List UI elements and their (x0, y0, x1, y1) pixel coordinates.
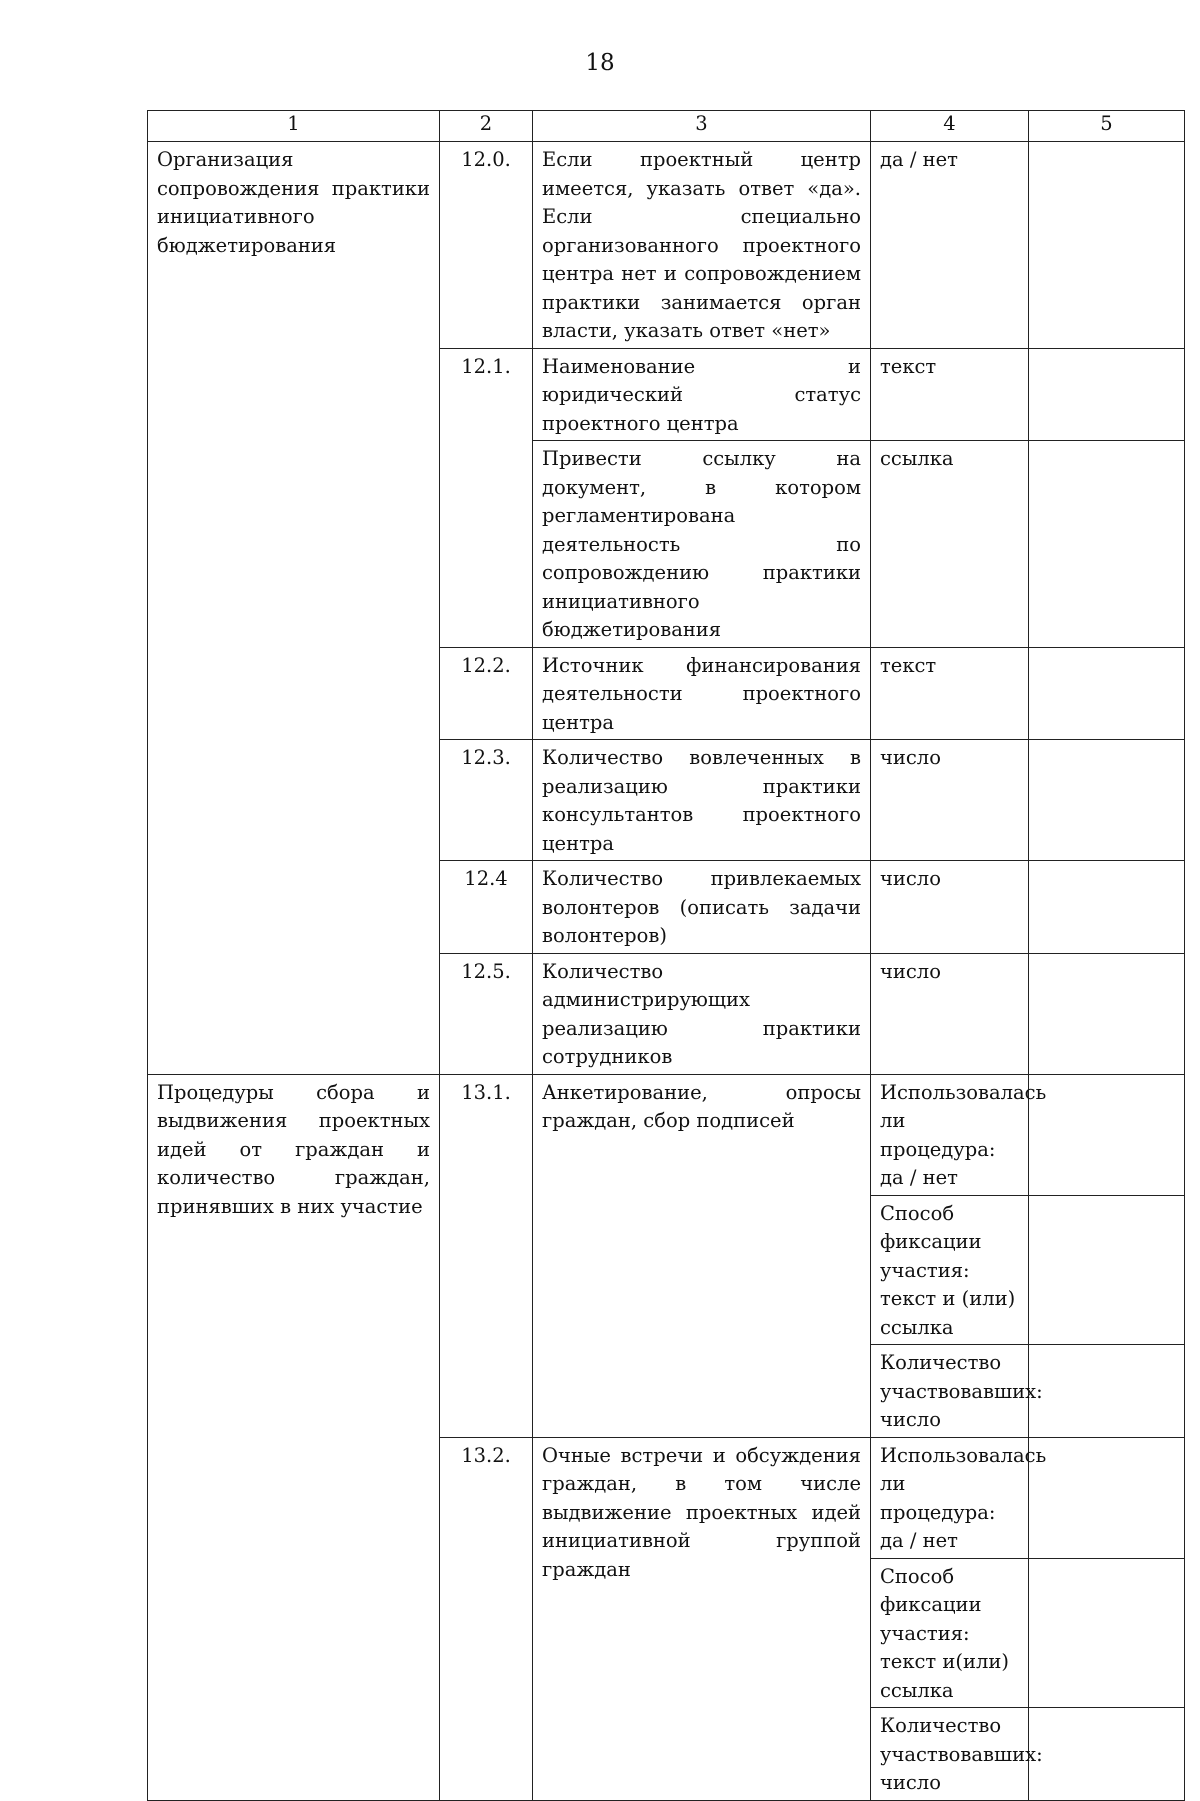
item-number: 12.3. (440, 740, 533, 861)
answer-cell[interactable] (1029, 740, 1185, 861)
item-description: Источник финансирования деятельности проектного центра (533, 647, 871, 740)
column-number-3: 3 (533, 111, 871, 142)
item-description: Если проектный центр имеется, указать ответ «да». Если специально организованного проектного центра нет и сопровождением практики занимается орган власти, указать ответ «нет» (533, 142, 871, 349)
item-number: 12.0. (440, 142, 533, 349)
questionnaire-table (147, 110, 1185, 1801)
answer-format: Использовалась ли процедура: да / нет (871, 1437, 1029, 1558)
answer-format: ссылка (871, 441, 1029, 648)
item-description: Анкетирование, опросы граждан, сбор подписей (533, 1074, 871, 1437)
answer-format: число (871, 861, 1029, 954)
item-description: Количество вовлеченных в реализацию практики консультантов проектного центра (533, 740, 871, 861)
answer-cell[interactable] (1029, 142, 1185, 349)
answer-cell[interactable] (1029, 1074, 1185, 1195)
column-number-4: 4 (871, 111, 1029, 142)
column-number-1: 1 (148, 111, 440, 142)
answer-cell[interactable] (1029, 647, 1185, 740)
section-title-project-center: Организация сопровождения практики инициативного бюджетирования (148, 142, 440, 1075)
answer-format: Количество участвовавших: число (871, 1708, 1029, 1801)
item-description: Количество администрирующих реализацию практики сотрудников (533, 953, 871, 1074)
item-number: 13.2. (440, 1437, 533, 1800)
column-number-2: 2 (440, 111, 533, 142)
table-row (148, 142, 1185, 349)
answer-format: Использовалась ли процедура: да / нет (871, 1074, 1029, 1195)
item-description: Очные встречи и обсуждения граждан, в том числе выдвижение проектных идей инициативной группой граждан (533, 1437, 871, 1800)
answer-format: Способ фиксации участия: текст и(или) ссылка (871, 1558, 1029, 1708)
item-description: Наименование и юридический статус проектного центра (533, 348, 871, 441)
item-number: 12.2. (440, 647, 533, 740)
item-number: 12.5. (440, 953, 533, 1074)
answer-format: Количество участвовавших: число (871, 1345, 1029, 1438)
item-description: Привести ссылку на документ, в котором регламентирована деятельность по сопровождению практики инициативного бюджетирования (533, 441, 871, 648)
column-number-row (148, 111, 1185, 142)
answer-format: число (871, 953, 1029, 1074)
answer-cell[interactable] (1029, 441, 1185, 648)
answer-format: число (871, 740, 1029, 861)
answer-cell[interactable] (1029, 348, 1185, 441)
answer-cell[interactable] (1029, 861, 1185, 954)
column-number-5: 5 (1029, 111, 1185, 142)
answer-format: да / нет (871, 142, 1029, 349)
answer-format: текст (871, 348, 1029, 441)
answer-cell[interactable] (1029, 953, 1185, 1074)
answer-cell[interactable] (1029, 1437, 1185, 1558)
item-number: 12.4 (440, 861, 533, 954)
answer-cell[interactable] (1029, 1195, 1185, 1345)
answer-cell[interactable] (1029, 1708, 1185, 1801)
section-title-idea-collection: Процедуры сбора и выдвижения проектных идей от граждан и количество граждан, принявших в них участие (148, 1074, 440, 1800)
answer-cell[interactable] (1029, 1558, 1185, 1708)
item-number: 13.1. (440, 1074, 533, 1437)
answer-format: текст (871, 647, 1029, 740)
table-row (148, 1074, 1185, 1195)
answer-cell[interactable] (1029, 1345, 1185, 1438)
item-number: 12.1. (440, 348, 533, 647)
answer-format: Способ фиксации участия: текст и (или) ссылка (871, 1195, 1029, 1345)
page-number: 18 (585, 50, 615, 76)
item-description: Количество привлекаемых волонтеров (описать задачи волонтеров) (533, 861, 871, 954)
